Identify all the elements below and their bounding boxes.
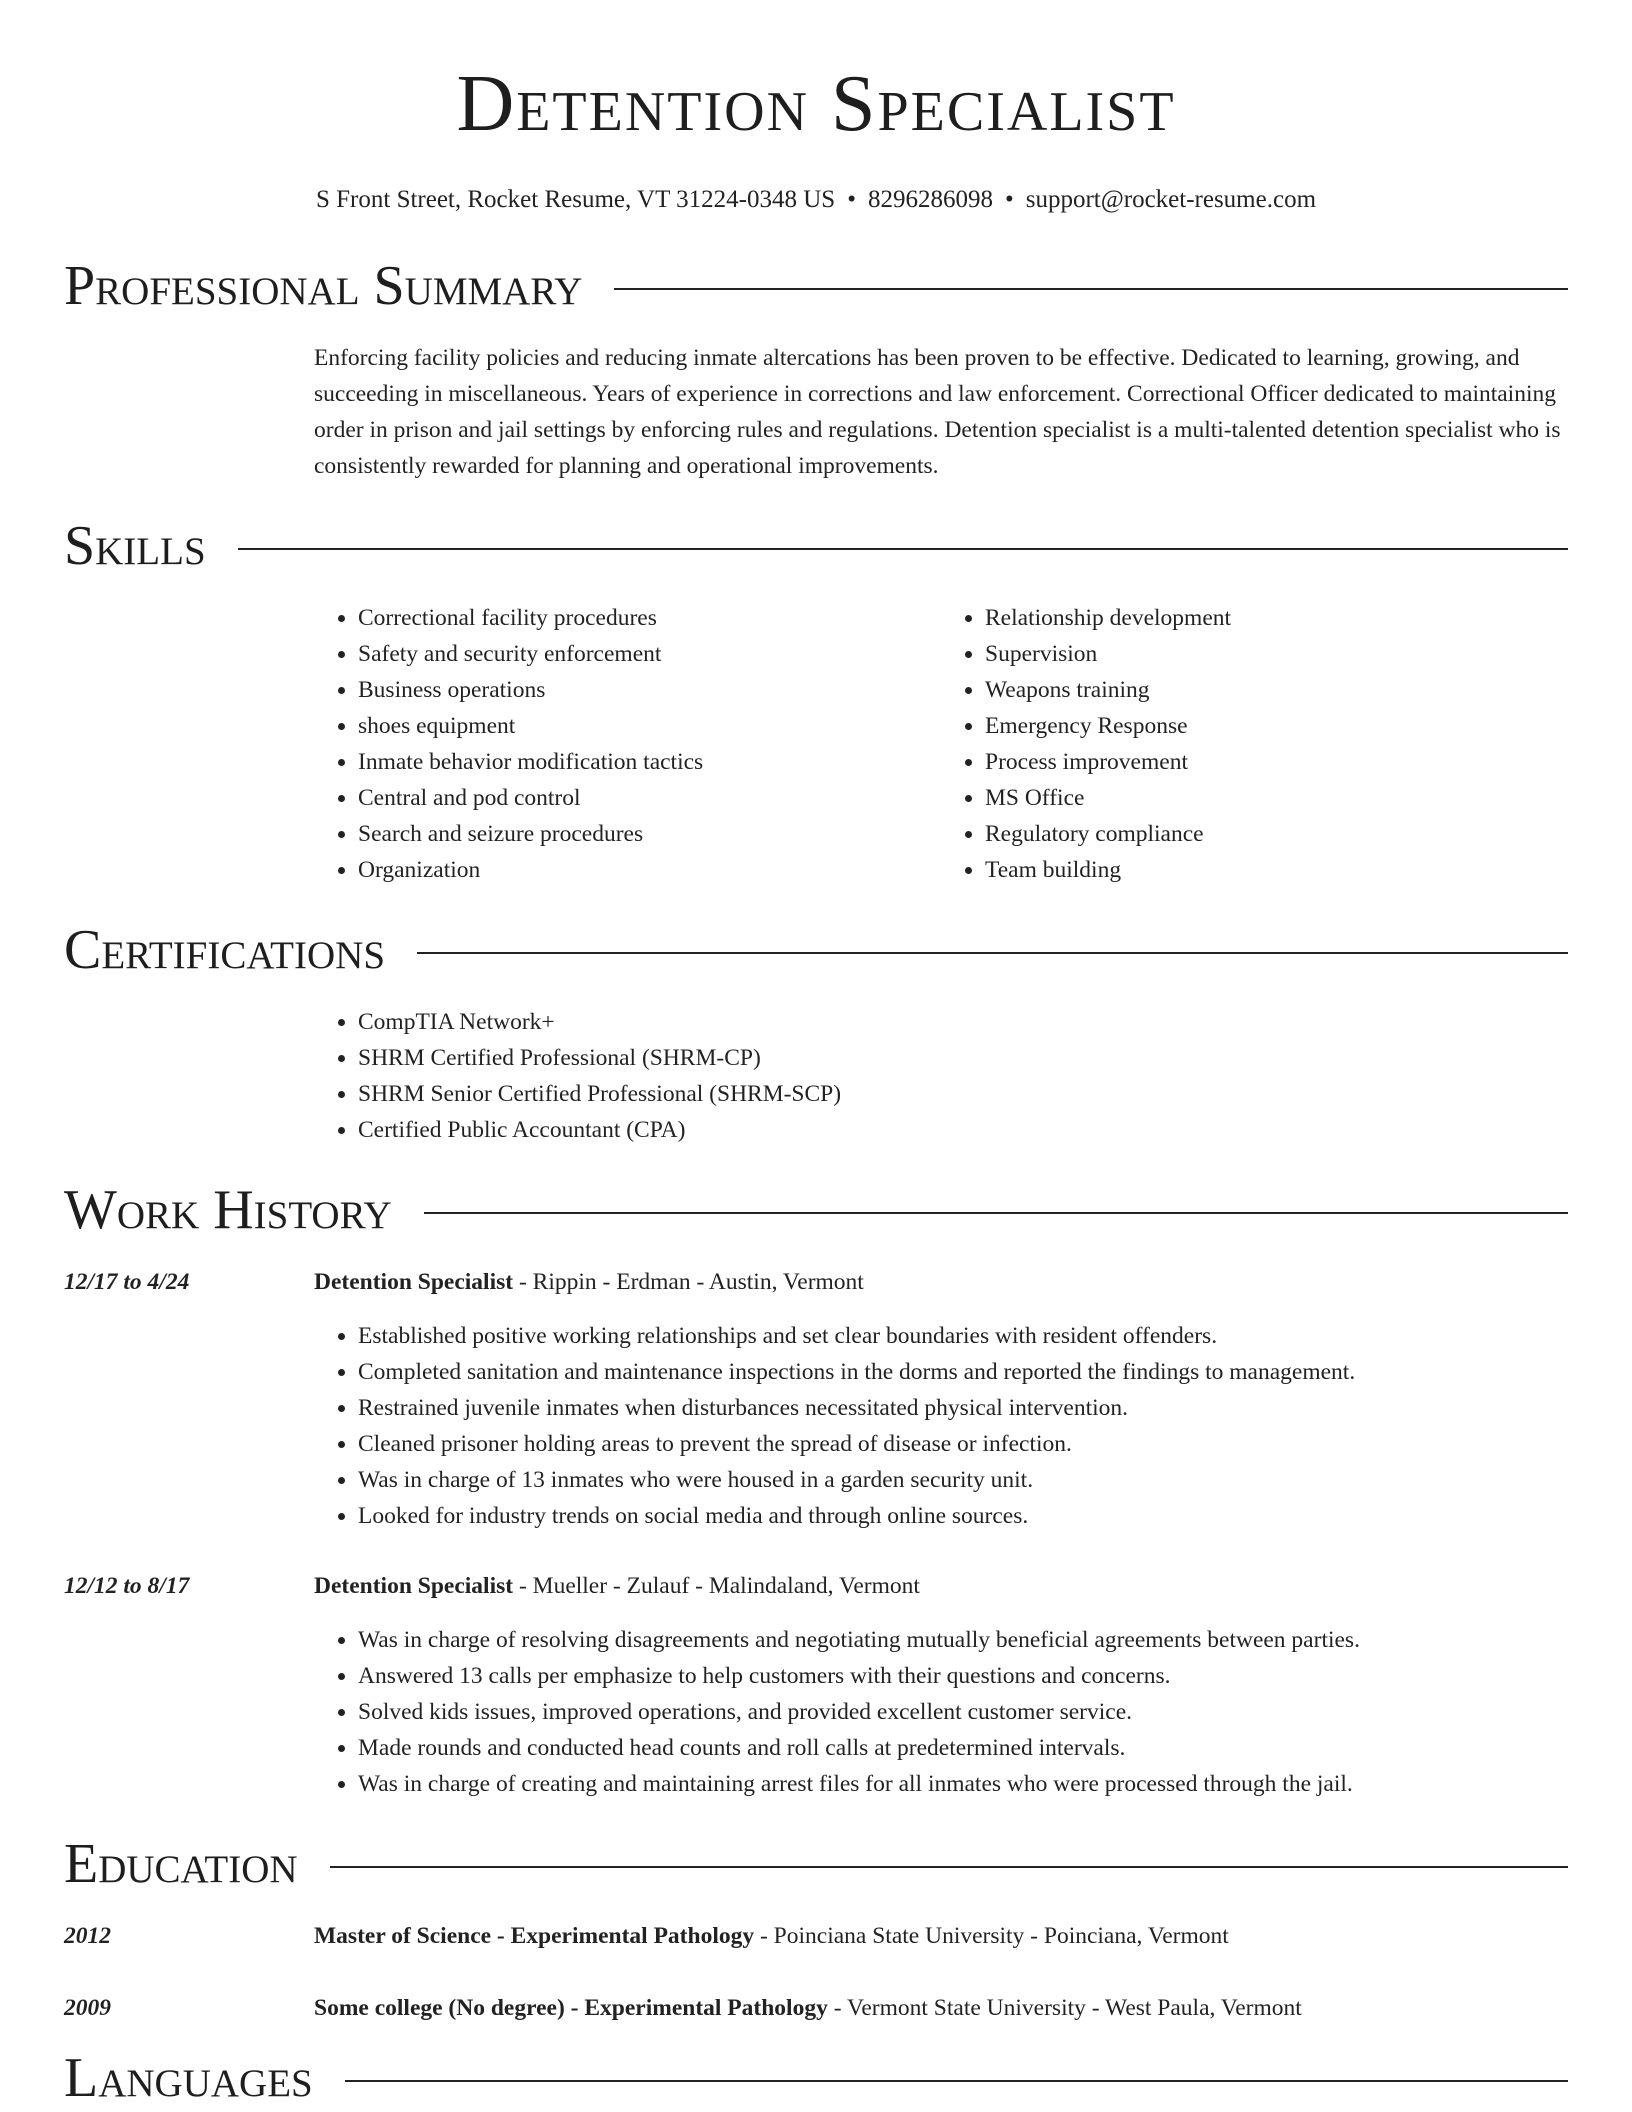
job-dates: 12/17 to 4/24 xyxy=(64,1269,190,1295)
section-header-work xyxy=(64,1178,1568,1242)
skill-item: • Weapons training xyxy=(985,672,1568,708)
section-title-languages: Languages xyxy=(64,2047,313,2109)
certifications-list xyxy=(314,1004,1568,1148)
skill-item: • Correctional facility procedures xyxy=(358,600,941,636)
job-bullet: • Made rounds and conducted head counts and roll calls at predetermined intervals. xyxy=(358,1730,1568,1766)
skill-item: • MS Office xyxy=(985,780,1568,816)
education-details: - Poinciana State University - Poinciana, Vermont xyxy=(754,1923,1229,1949)
certifications-block xyxy=(314,1004,1568,1148)
certification-item: • SHRM Senior Certified Professional (SHRM-SCP) xyxy=(358,1076,1568,1112)
contact-address: S Front Street, Rocket Resume, VT 31224-0348 US xyxy=(315,186,836,213)
job-bullets-block xyxy=(314,1318,1568,1534)
contact-email[interactable]: support@rocket-resume.com xyxy=(1025,186,1317,213)
job-bullets xyxy=(314,1622,1568,1802)
section-header-certifications xyxy=(64,918,1568,982)
job-details: - Mueller - Zulauf - Malindaland, Vermont xyxy=(513,1573,920,1599)
section-title-summary: Professional Summary xyxy=(64,255,583,317)
section-divider xyxy=(345,2080,1568,2082)
job-bullet: • Looked for industry trends on social media and through online sources. xyxy=(358,1498,1568,1534)
section-divider xyxy=(417,952,1568,954)
education-details: - Vermont State University - West Paula, Vermont xyxy=(827,1995,1302,2021)
skill-item: • Inmate behavior modification tactics xyxy=(358,744,941,780)
job-bullets xyxy=(314,1318,1568,1534)
contact-phone: 8296286098 xyxy=(867,186,993,213)
summary-text: Enforcing facility policies and reducing inmate altercations has been proven to be effective. Dedicated to learning, growing, and succeeding in miscellaneous. Years of experience in corrections and law enforcement. Correctional Officer dedicated to maintaining order in prison and jail settings by enforcing rules and regulations. Detention specialist is a multi-talented detention specialist who is consistently rewarded for planning and operational improvements. xyxy=(314,345,1561,479)
section-divider xyxy=(330,1866,1568,1868)
section-header-skills xyxy=(64,514,1568,578)
job-details: - Rippin - Erdman - Austin, Vermont xyxy=(513,1269,864,1295)
job-bullet: • Was in charge of 13 inmates who were housed in a garden security unit. xyxy=(358,1462,1568,1498)
job-entry-header xyxy=(64,1568,1568,1604)
job-bullet: • Was in charge of resolving disagreements and negotiating mutually beneficial agreements between parties. xyxy=(358,1622,1568,1658)
section-divider xyxy=(614,288,1568,290)
job-bullet: • Restrained juvenile inmates when disturbances necessitated physical intervention. xyxy=(358,1390,1568,1426)
job-entry-header xyxy=(64,1264,1568,1300)
skill-item: • Relationship development xyxy=(985,600,1568,636)
skill-item: • Central and pod control xyxy=(358,780,941,816)
skill-item: • Supervision xyxy=(985,636,1568,672)
job-bullet: • Solved kids issues, improved operations, and provided excellent customer service. xyxy=(358,1694,1568,1730)
skills-grid xyxy=(314,600,1568,888)
section-title-education: Education xyxy=(64,1833,298,1895)
contact-line xyxy=(64,184,1568,216)
job-bullets-block xyxy=(314,1622,1568,1802)
job-bullet: • Answered 13 calls per emphasize to help customers with their questions and concerns. xyxy=(358,1658,1568,1694)
job-title-line xyxy=(314,1264,864,1300)
skills-list-left xyxy=(314,600,941,888)
certification-item: • SHRM Certified Professional (SHRM-CP) xyxy=(358,1040,1568,1076)
contact-separator: • xyxy=(1004,186,1014,213)
section-title-skills: Skills xyxy=(64,515,206,577)
section-title-certifications: Certifications xyxy=(64,919,386,981)
section-header-languages xyxy=(64,2046,1568,2110)
job-title-line xyxy=(314,1568,920,1604)
skill-item: • Process improvement xyxy=(985,744,1568,780)
section-header-education xyxy=(64,1832,1568,1896)
skill-item: • Search and seizure procedures xyxy=(358,816,941,852)
section-header-summary xyxy=(64,254,1568,318)
education-year: 2009 xyxy=(64,1995,111,2021)
skill-item: • Business operations xyxy=(358,672,941,708)
section-divider xyxy=(424,1212,1568,1214)
skill-item: • Emergency Response xyxy=(985,708,1568,744)
section-title-work: Work History xyxy=(64,1179,392,1241)
education-degree: Some college (No degree) - Experimental Pathology xyxy=(314,1995,828,2021)
contact-separator: • xyxy=(847,186,856,213)
resume-name: Detention Specialist xyxy=(456,60,1176,148)
skill-item: • shoes equipment xyxy=(358,708,941,744)
education-entry xyxy=(64,1918,1568,1954)
job-bullet: • Cleaned prisoner holding areas to prevent the spread of disease or infection. xyxy=(358,1426,1568,1462)
certification-item: • Certified Public Accountant (CPA) xyxy=(358,1112,1568,1148)
education-line xyxy=(314,1990,1302,2026)
education-line xyxy=(314,1918,1229,1954)
skill-item: • Safety and security enforcement xyxy=(358,636,941,672)
job-title: Detention Specialist xyxy=(314,1269,514,1295)
education-degree: Master of Science - Experimental Pathology xyxy=(314,1923,755,1949)
job-title: Detention Specialist xyxy=(314,1573,514,1599)
section-divider xyxy=(238,548,1568,550)
skill-item: • Team building xyxy=(985,852,1568,888)
job-bullet: • Completed sanitation and maintenance inspections in the dorms and reported the findings to management. xyxy=(358,1354,1568,1390)
education-entry xyxy=(64,1990,1568,2026)
job-bullet: • Established positive working relationships and set clear boundaries with resident offenders. xyxy=(358,1318,1568,1354)
job-dates: 12/12 to 8/17 xyxy=(64,1573,190,1599)
education-year: 2012 xyxy=(64,1923,111,1949)
skill-item: • Organization xyxy=(358,852,941,888)
job-bullet: • Was in charge of creating and maintaining arrest files for all inmates who were processed through the jail. xyxy=(358,1766,1568,1802)
skills-list-right xyxy=(941,600,1568,888)
certification-item: • CompTIA Network+ xyxy=(358,1004,1568,1040)
skill-item: • Regulatory compliance xyxy=(985,816,1568,852)
